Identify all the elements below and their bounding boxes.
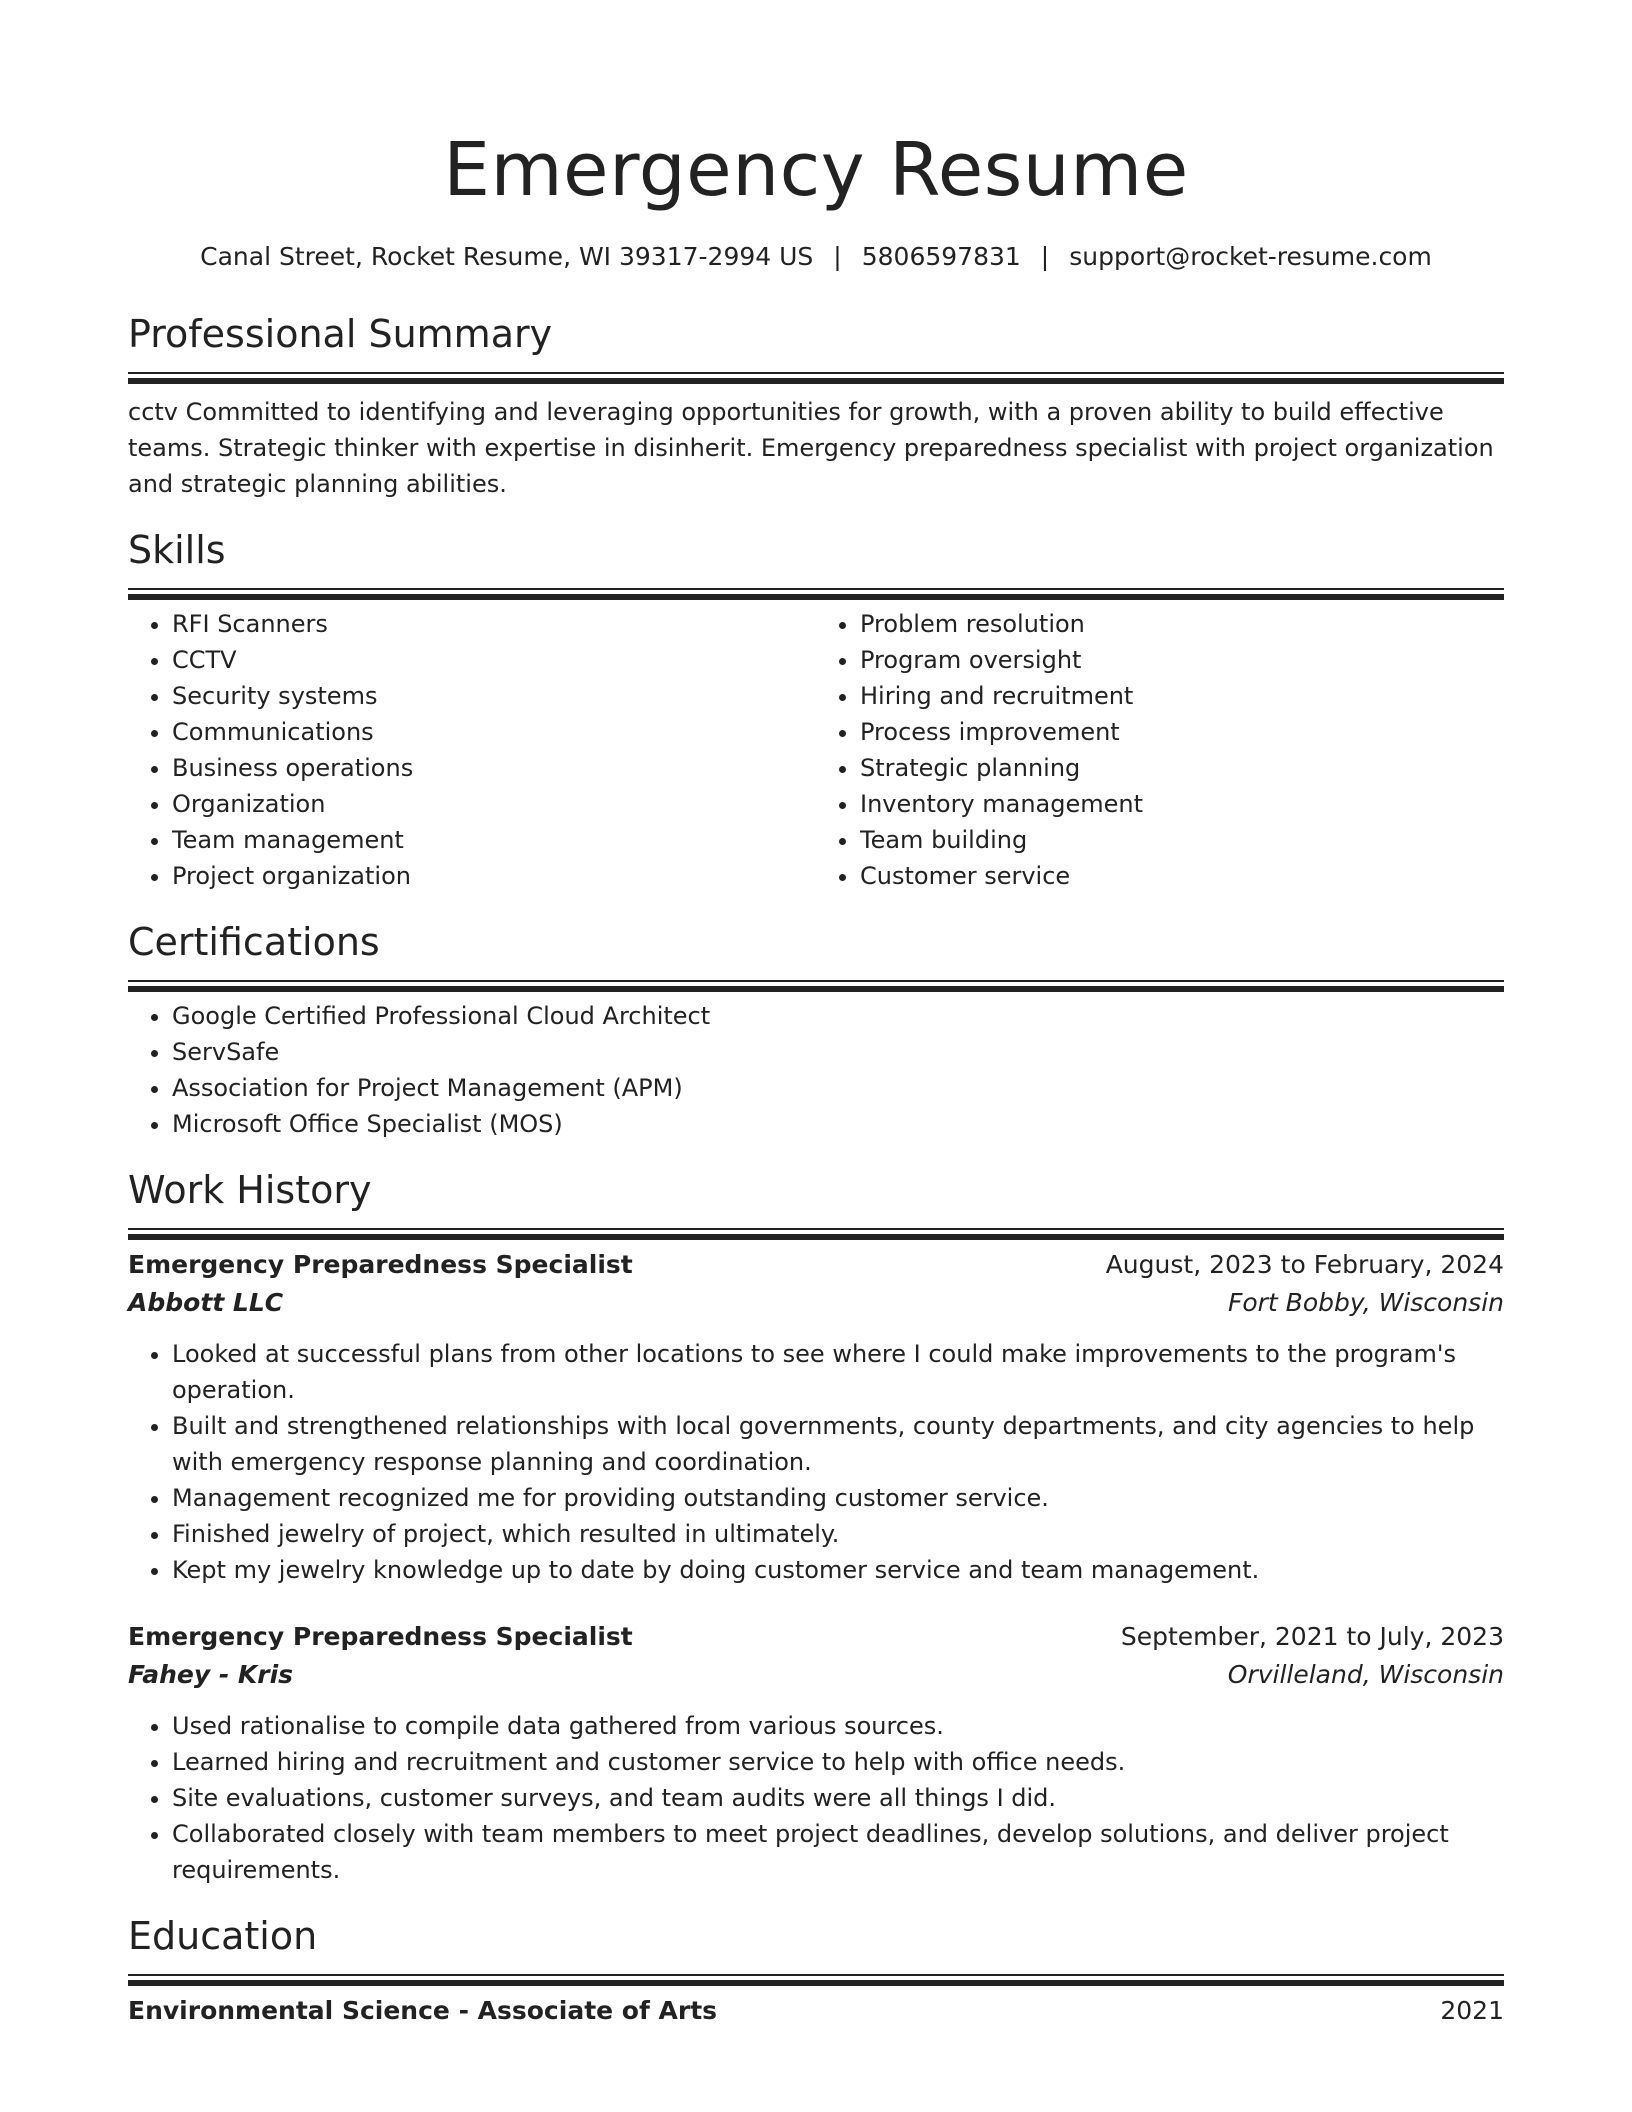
skill-item: • Security systems [172,678,816,714]
section-divider [128,980,1504,982]
job-bullet: • Collaborated closely with team members to meet project deadlines, develop solutions, and deliver project requirements. [172,1816,1504,1888]
job-dates: September, 2021 to July, 2023 [1120,1622,1504,1651]
summary-text: cctv Committed to identifying and leveraging opportunities for growth, with a proven ability to build effective teams. Strategic thinker with expertise in disinherit. Emergency preparedness specialist with project organization and strategic planning abilities. [128,398,1494,498]
job-bullets [128,1336,1504,1588]
skill-item: • Problem resolution [860,606,1504,642]
job-company-row [128,1284,1504,1322]
skill-item: • Communications [172,714,816,750]
job-entry [128,1246,1504,1588]
skills-list-right [816,606,1504,894]
contact-separator: | [833,242,842,271]
job-header-row [128,1618,1504,1656]
job-title: Emergency Preparedness Specialist [128,1250,633,1279]
job-bullet: • Kept my jewelry knowledge up to date by doing customer service and team management. [172,1552,1504,1588]
section-divider [128,1974,1504,1976]
certifications-list [128,998,1504,1142]
job-company-row [128,1656,1504,1694]
certification-item: • Google Certified Professional Cloud Architect [172,998,1504,1034]
contact-separator: | [1040,242,1050,271]
job-company: Fahey - Kris [128,1660,294,1689]
job-bullet: • Management recognized me for providing outstanding customer service. [172,1480,1504,1516]
skill-item: • Program oversight [860,642,1504,678]
skill-item: • Strategic planning [860,750,1504,786]
job-bullets [128,1708,1504,1888]
resume-name: Emergency Resume [443,127,1189,213]
contact-line [128,240,1504,274]
job-bullet: • Looked at successful plans from other locations to see where I could make improvements to the program's operation. [172,1336,1504,1408]
certification-item: • Association for Project Management (APM) [172,1070,1504,1106]
skill-item: • Customer service [860,858,1504,894]
contact-email: support@rocket-resume.com [1069,242,1432,271]
section-title-skills: Skills [128,528,226,572]
skill-item: • Team management [172,822,816,858]
job-dates: August, 2023 to February, 2024 [1105,1250,1504,1279]
summary-section [128,310,1504,502]
skill-item: • Inventory management [860,786,1504,822]
job-header-row [128,1246,1504,1284]
job-bullet: • Used rationalise to compile data gathered from various sources. [172,1708,1504,1744]
job-location: Fort Bobby, Wisconsin [1227,1288,1504,1317]
job-bullet: • Built and strengthened relationships with local governments, county departments, and city agencies to help with emergency response planning and coordination. [172,1408,1504,1480]
skills-list-left [128,606,816,894]
contact-phone: 5806597831 [861,242,1021,271]
certification-item: • Microsoft Office Specialist (MOS) [172,1106,1504,1142]
job-bullet: • Learned hiring and recruitment and customer service to help with office needs. [172,1744,1504,1780]
skill-item: • CCTV [172,642,816,678]
job-entry [128,1618,1504,1888]
education-degree: Environmental Science - Associate of Arts [128,1996,718,2025]
education-section [128,1912,1504,2030]
section-title-summary: Professional Summary [128,312,553,356]
skill-item: • Process improvement [860,714,1504,750]
section-title-work-history: Work History [128,1168,372,1212]
skill-item: • Project organization [172,858,816,894]
certification-item: • ServSafe [172,1034,1504,1070]
job-company: Abbott LLC [128,1288,284,1317]
section-divider [128,372,1504,374]
skill-item: • RFI Scanners [172,606,816,642]
education-year: 2021 [1440,1996,1504,2025]
section-title-certifications: Certifications [128,920,380,964]
work-history-section [128,1166,1504,1888]
section-divider [128,1228,1504,1230]
education-row [128,1992,1504,2030]
section-title-education: Education [128,1914,318,1958]
certifications-section [128,918,1504,1142]
skills-grid [128,606,1504,894]
section-divider [128,588,1504,590]
job-bullet: • Site evaluations, customer surveys, and team audits were all things I did. [172,1780,1504,1816]
skill-item: • Team building [860,822,1504,858]
skills-section [128,526,1504,894]
job-location: Orvilleland, Wisconsin [1227,1660,1504,1689]
skill-item: • Business operations [172,750,816,786]
job-title: Emergency Preparedness Specialist [128,1622,633,1651]
skill-item: • Hiring and recruitment [860,678,1504,714]
contact-address: Canal Street, Rocket Resume, WI 39317-2994 US [200,242,814,271]
job-bullet: • Finished jewelry of project, which resulted in ultimately. [172,1516,1504,1552]
skill-item: • Organization [172,786,816,822]
